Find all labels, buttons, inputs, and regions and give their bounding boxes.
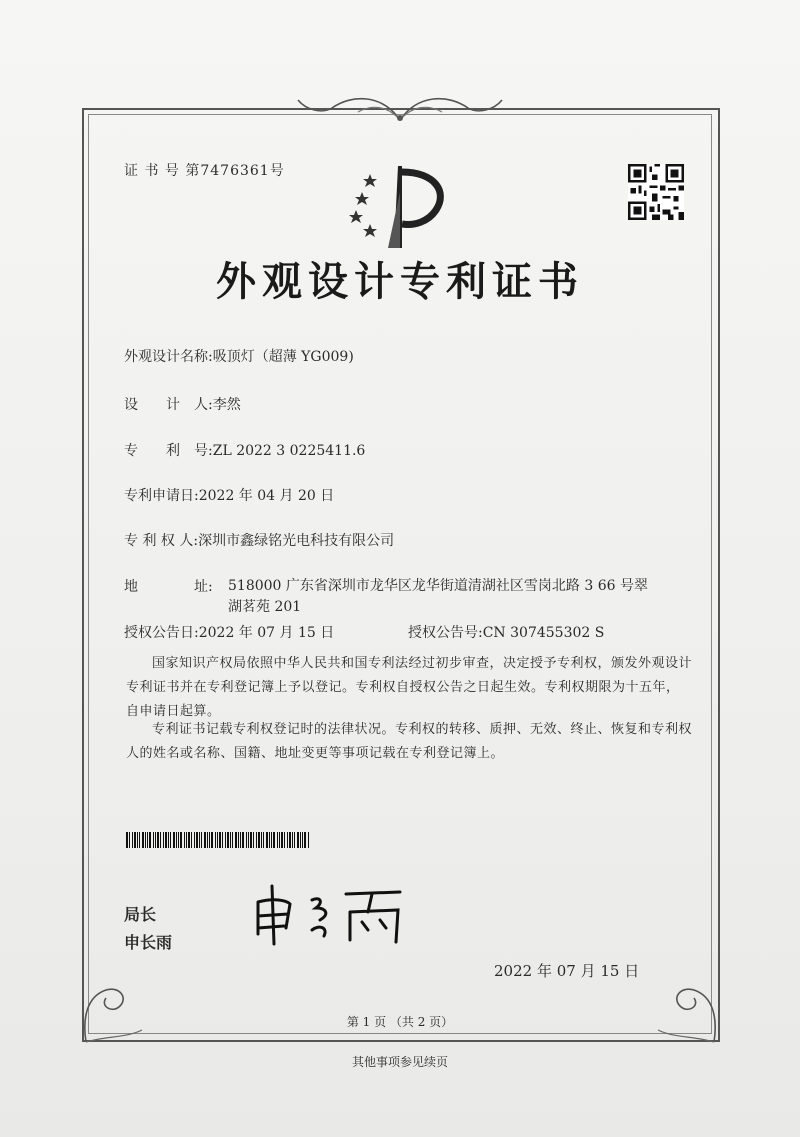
design-name-field xyxy=(124,346,354,366)
grant-date-label: 授权公告日: xyxy=(124,625,199,641)
top-ornament-icon xyxy=(292,90,508,126)
patentee-field xyxy=(124,530,394,550)
patentee-value: 深圳市鑫绿铭光电科技有限公司 xyxy=(198,533,395,549)
signatory-role: 局长 xyxy=(124,905,157,924)
cnipa-emblem-icon xyxy=(340,162,460,252)
handwritten-signature xyxy=(250,878,410,948)
grant-number-label: 授权公告号: xyxy=(408,625,483,641)
bottom-right-ornament-icon xyxy=(654,966,724,1046)
address-label: 地 址: xyxy=(124,579,213,595)
certificate-number: 证 书 号 第7476361号 xyxy=(124,163,285,179)
grant-number-field xyxy=(408,622,604,642)
grant-number-value: CN 307455302 S xyxy=(482,625,605,641)
footer-note: 其他事项参见续页 xyxy=(351,1055,448,1069)
signatory-name: 申长雨 xyxy=(124,933,173,952)
grant-date-value: 2022 年 07 月 15 日 xyxy=(198,625,335,641)
body-paragraph-2: 专利证书记载专利权登记时的法律状况。专利权的转移、质押、无效、终止、恢复和专利权人的姓名或名称、国籍、地址变更等事项记载在专利登记簿上。 xyxy=(126,722,693,761)
patent-number-field xyxy=(124,440,365,460)
patent-number-label: 专 利 号: xyxy=(124,443,213,459)
designer-value: 李然 xyxy=(212,397,241,413)
address-field-label xyxy=(124,576,213,596)
design-name-label: 外观设计名称: xyxy=(124,349,213,365)
designer-field xyxy=(124,394,241,414)
grant-date-field xyxy=(124,622,334,642)
issue-date: 2022 年 07 月 15 日 xyxy=(494,962,640,980)
filing-date-field xyxy=(124,485,334,505)
filing-date-value: 2022 年 04 月 20 日 xyxy=(198,488,335,504)
bottom-left-ornament-icon xyxy=(76,966,146,1046)
filing-date-label: 专利申请日: xyxy=(124,488,199,504)
body-paragraph-1: 国家知识产权局依照中华人民共和国专利法经过初步审查，决定授予专利权，颁发外观设计专利证书并在专利登记簿上予以登记。专利权自授权公告之日起生效。专利权期限为十五年，自申请日起算。 xyxy=(126,656,693,719)
designer-label: 设 计 人: xyxy=(124,397,213,413)
address-value: 518000 广东省深圳市龙华区龙华街道清湖社区雪岗北路 3 66 号翠湖茗苑 201 xyxy=(228,578,648,615)
patentee-label: 专 利 权 人: xyxy=(124,533,199,549)
patent-number-value: ZL 2022 3 0225411.6 xyxy=(212,443,366,459)
qr-code-icon xyxy=(628,164,684,220)
design-name-value: 吸顶灯（超薄 YG009) xyxy=(212,349,354,365)
certificate-title: 外观设计专利证书 xyxy=(216,259,584,305)
barcode-icon xyxy=(126,832,312,848)
page-indicator: 第 1 页 （共 2 页） xyxy=(346,1015,454,1029)
